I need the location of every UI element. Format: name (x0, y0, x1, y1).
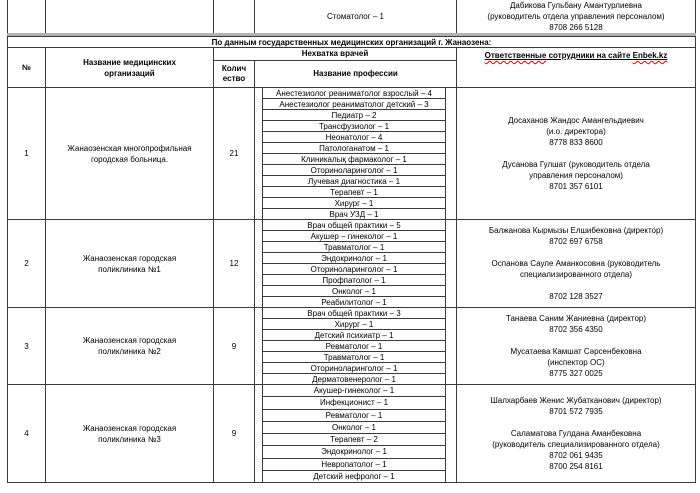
profession-item: Детский психиатр – 1 (262, 329, 446, 340)
row-number: 4 (24, 429, 29, 438)
profession-item: Анестезиолог реаниматолог детский – 3 (262, 98, 446, 109)
profession-item: Эндокринолог – 1 (262, 252, 446, 263)
contact-line: специализированного отдела) (519, 270, 633, 279)
professions-list (262, 308, 446, 384)
header-shortage-subrow (214, 61, 457, 87)
empty-org-cell (46, 0, 214, 33)
professions-cell (255, 220, 457, 307)
contact-line: Саламатова Гулдана Аманбековна (510, 429, 642, 438)
misspelled-word: Ответственные (484, 51, 547, 60)
qty-value: 9 (231, 341, 237, 351)
profession-item: Эндокринолог – 1 (262, 445, 446, 457)
org-row (7, 220, 696, 308)
empty-qty-cell (214, 0, 255, 33)
row-number-cell (8, 385, 46, 482)
profession-item: Детский нефролог – 1 (262, 470, 446, 482)
profession-item: Анестезиолог реаниматолог взрослый – 4 (262, 88, 446, 98)
org-name: Жанаозенская городская поликлиника №1 (82, 253, 177, 274)
row-number-cell (8, 88, 46, 219)
profession-item: Врач общей практики – 3 (262, 308, 446, 318)
profession-item: Профпатолог – 1 (262, 274, 446, 285)
continuation-row (7, 0, 696, 33)
org-row (7, 88, 696, 220)
header-shortage-group (214, 48, 457, 87)
row-number-cell (8, 220, 46, 307)
profession-item: Хирург – 1 (262, 197, 446, 208)
profession-item: Хирург – 1 (262, 318, 446, 329)
header-num (8, 48, 46, 87)
table-body (7, 88, 696, 483)
header-qty-line2: ество (222, 74, 246, 83)
contact-line: Балжанова Кырмызы Елшибековна (директор) (488, 226, 664, 235)
section-banner (7, 36, 696, 48)
contact-line: (руководитель отдела управления персоналом) (487, 12, 665, 21)
profession-item: Трансфузиолог – 1 (262, 120, 446, 131)
med-org-table (7, 0, 696, 483)
header-shortage (214, 48, 457, 61)
contact-line: Дабикова Гульбану Амантурлиевна (510, 1, 642, 10)
qty-cell (214, 385, 255, 482)
contact-line: Шалхарбаев Женис Жубатканович (директор) (490, 396, 662, 405)
professions-list (262, 88, 446, 219)
org-name: Жанаозенская многопрофильная городская больница. (67, 143, 192, 164)
profession-item: Стоматолог – 1 (327, 12, 384, 21)
profession-item: Реабилитолог – 1 (262, 296, 446, 307)
header-profession-label: Название профессии (313, 69, 398, 78)
profession-cell (255, 0, 457, 33)
contact-line: Танаева Саним Жаниевна (директор) (505, 314, 647, 323)
contact-line: (руководитель специализированного отдела) (492, 440, 660, 449)
profession-item: Патологанатом – 1 (262, 142, 446, 153)
row-number: 2 (24, 259, 29, 268)
header-org (46, 48, 214, 87)
profession-item: Врач УЗД – 1 (262, 208, 446, 219)
contact-line: Досаханов Жандос Амангельдиевич (508, 116, 644, 125)
professions-cell (255, 385, 457, 482)
header-qty-line1: Колич (221, 64, 247, 73)
qty-value: 9 (231, 429, 237, 438)
professions-cell (255, 308, 457, 384)
header-org-label: Название медицинских организаций (83, 57, 176, 78)
contact-line: 8702 356 4350 (549, 325, 603, 334)
contact-line: (и.о. директора) (546, 127, 606, 136)
profession-item: Ревматолог – 1 (262, 340, 446, 351)
row-number-cell (8, 308, 46, 384)
profession-item: Врач общей практики – 5 (262, 220, 446, 230)
org-name-cell (46, 308, 214, 384)
contact-cell (457, 220, 696, 307)
contact-line: 8708 266 5128 (549, 23, 603, 32)
profession-item: Терапевт – 1 (262, 186, 446, 197)
org-name: Жанаозенская городская поликлиника №3 (82, 423, 177, 444)
contact-line: Дусанова Гулшат (руководитель отдела (502, 160, 650, 169)
profession-item: Неонатолог – 4 (262, 131, 446, 142)
professions-cell (255, 88, 457, 219)
qty-cell (214, 220, 255, 307)
profession-item: Оториноларинголог – 1 (262, 362, 446, 373)
row-number: 3 (24, 341, 29, 351)
site-name: Enbek.kz (632, 51, 668, 60)
header-qty (214, 61, 255, 87)
profession-item: Травматолог – 1 (262, 241, 446, 252)
contact-line: 8701 357 6101 (549, 182, 603, 191)
profession-item: Акушер – гинеколог – 1 (262, 230, 446, 241)
contact-cell (457, 88, 696, 219)
contact-cell (457, 385, 696, 482)
profession-item: Онколог – 1 (262, 285, 446, 296)
header-responsible-label (485, 51, 668, 60)
profession-item: Оториноларинголог – 1 (262, 263, 446, 274)
contact-line: 8702 128 3527 (549, 292, 603, 301)
contact-line: управления персоналом) (529, 171, 623, 180)
qty-value: 21 (229, 149, 239, 158)
contact-line: (инспектор ОС) (547, 358, 605, 367)
professions-list (262, 385, 446, 482)
contact-cell (457, 308, 696, 384)
profession-item: Терапевт – 2 (262, 433, 446, 445)
org-name: Жанаозенская городская поликлиника №2 (82, 336, 177, 356)
profession-item: Травматолог – 1 (262, 351, 446, 362)
profession-item: Инфекционист – 1 (262, 396, 446, 408)
header-num-label: № (22, 62, 31, 72)
header-responsible (457, 48, 696, 87)
professions-list (262, 220, 446, 307)
responsible-mid-text: сотрудники на сайте (546, 51, 633, 60)
header-profession (255, 61, 457, 87)
contact-line: Оспанова Сауле Аманкосовна (руководитель (491, 259, 661, 268)
profession-item: Клиникалық фармаколог – 1 (262, 153, 446, 164)
qty-value: 12 (229, 259, 239, 268)
contact-line: 8700 254 8161 (549, 462, 603, 471)
profession-item: Онколог – 1 (262, 421, 446, 433)
contact-line: 8701 572 7935 (549, 407, 603, 416)
org-row (7, 385, 696, 483)
profession-item: Оториноларинголог – 1 (262, 164, 446, 175)
qty-cell (214, 88, 255, 219)
org-name-cell (46, 220, 214, 307)
profession-item: Лучевая диагностика – 1 (262, 175, 446, 186)
org-name-cell (46, 88, 214, 219)
contact-cell (457, 0, 696, 33)
header-row (7, 48, 696, 88)
section-banner-text: По данным государственных медицинских организаций г. Жанаозена: (211, 37, 492, 47)
profession-item: Педиатр – 2 (262, 109, 446, 120)
org-name-cell (46, 385, 214, 482)
qty-cell (214, 308, 255, 384)
profession-item: Дерматовенеролог – 1 (262, 373, 446, 384)
row-number: 1 (24, 149, 29, 158)
org-row (7, 308, 696, 385)
contact-line: 8702 697 6758 (549, 237, 603, 246)
contact-line: 8778 833 8600 (549, 138, 603, 147)
contact-line: 8702 061 9435 (549, 451, 603, 460)
profession-item: Акушер-гинеколог – 1 (262, 385, 446, 396)
profession-item: Невропатолог – 1 (262, 458, 446, 470)
profession-item: Ревматолог – 1 (262, 409, 446, 421)
empty-num-cell (8, 0, 46, 33)
header-shortage-label: Нехватка врачей (301, 49, 369, 58)
contact-line: Мусатаева Камшат Сәрсенбековна (510, 347, 642, 356)
contact-line: 8775 327 0025 (549, 369, 603, 378)
